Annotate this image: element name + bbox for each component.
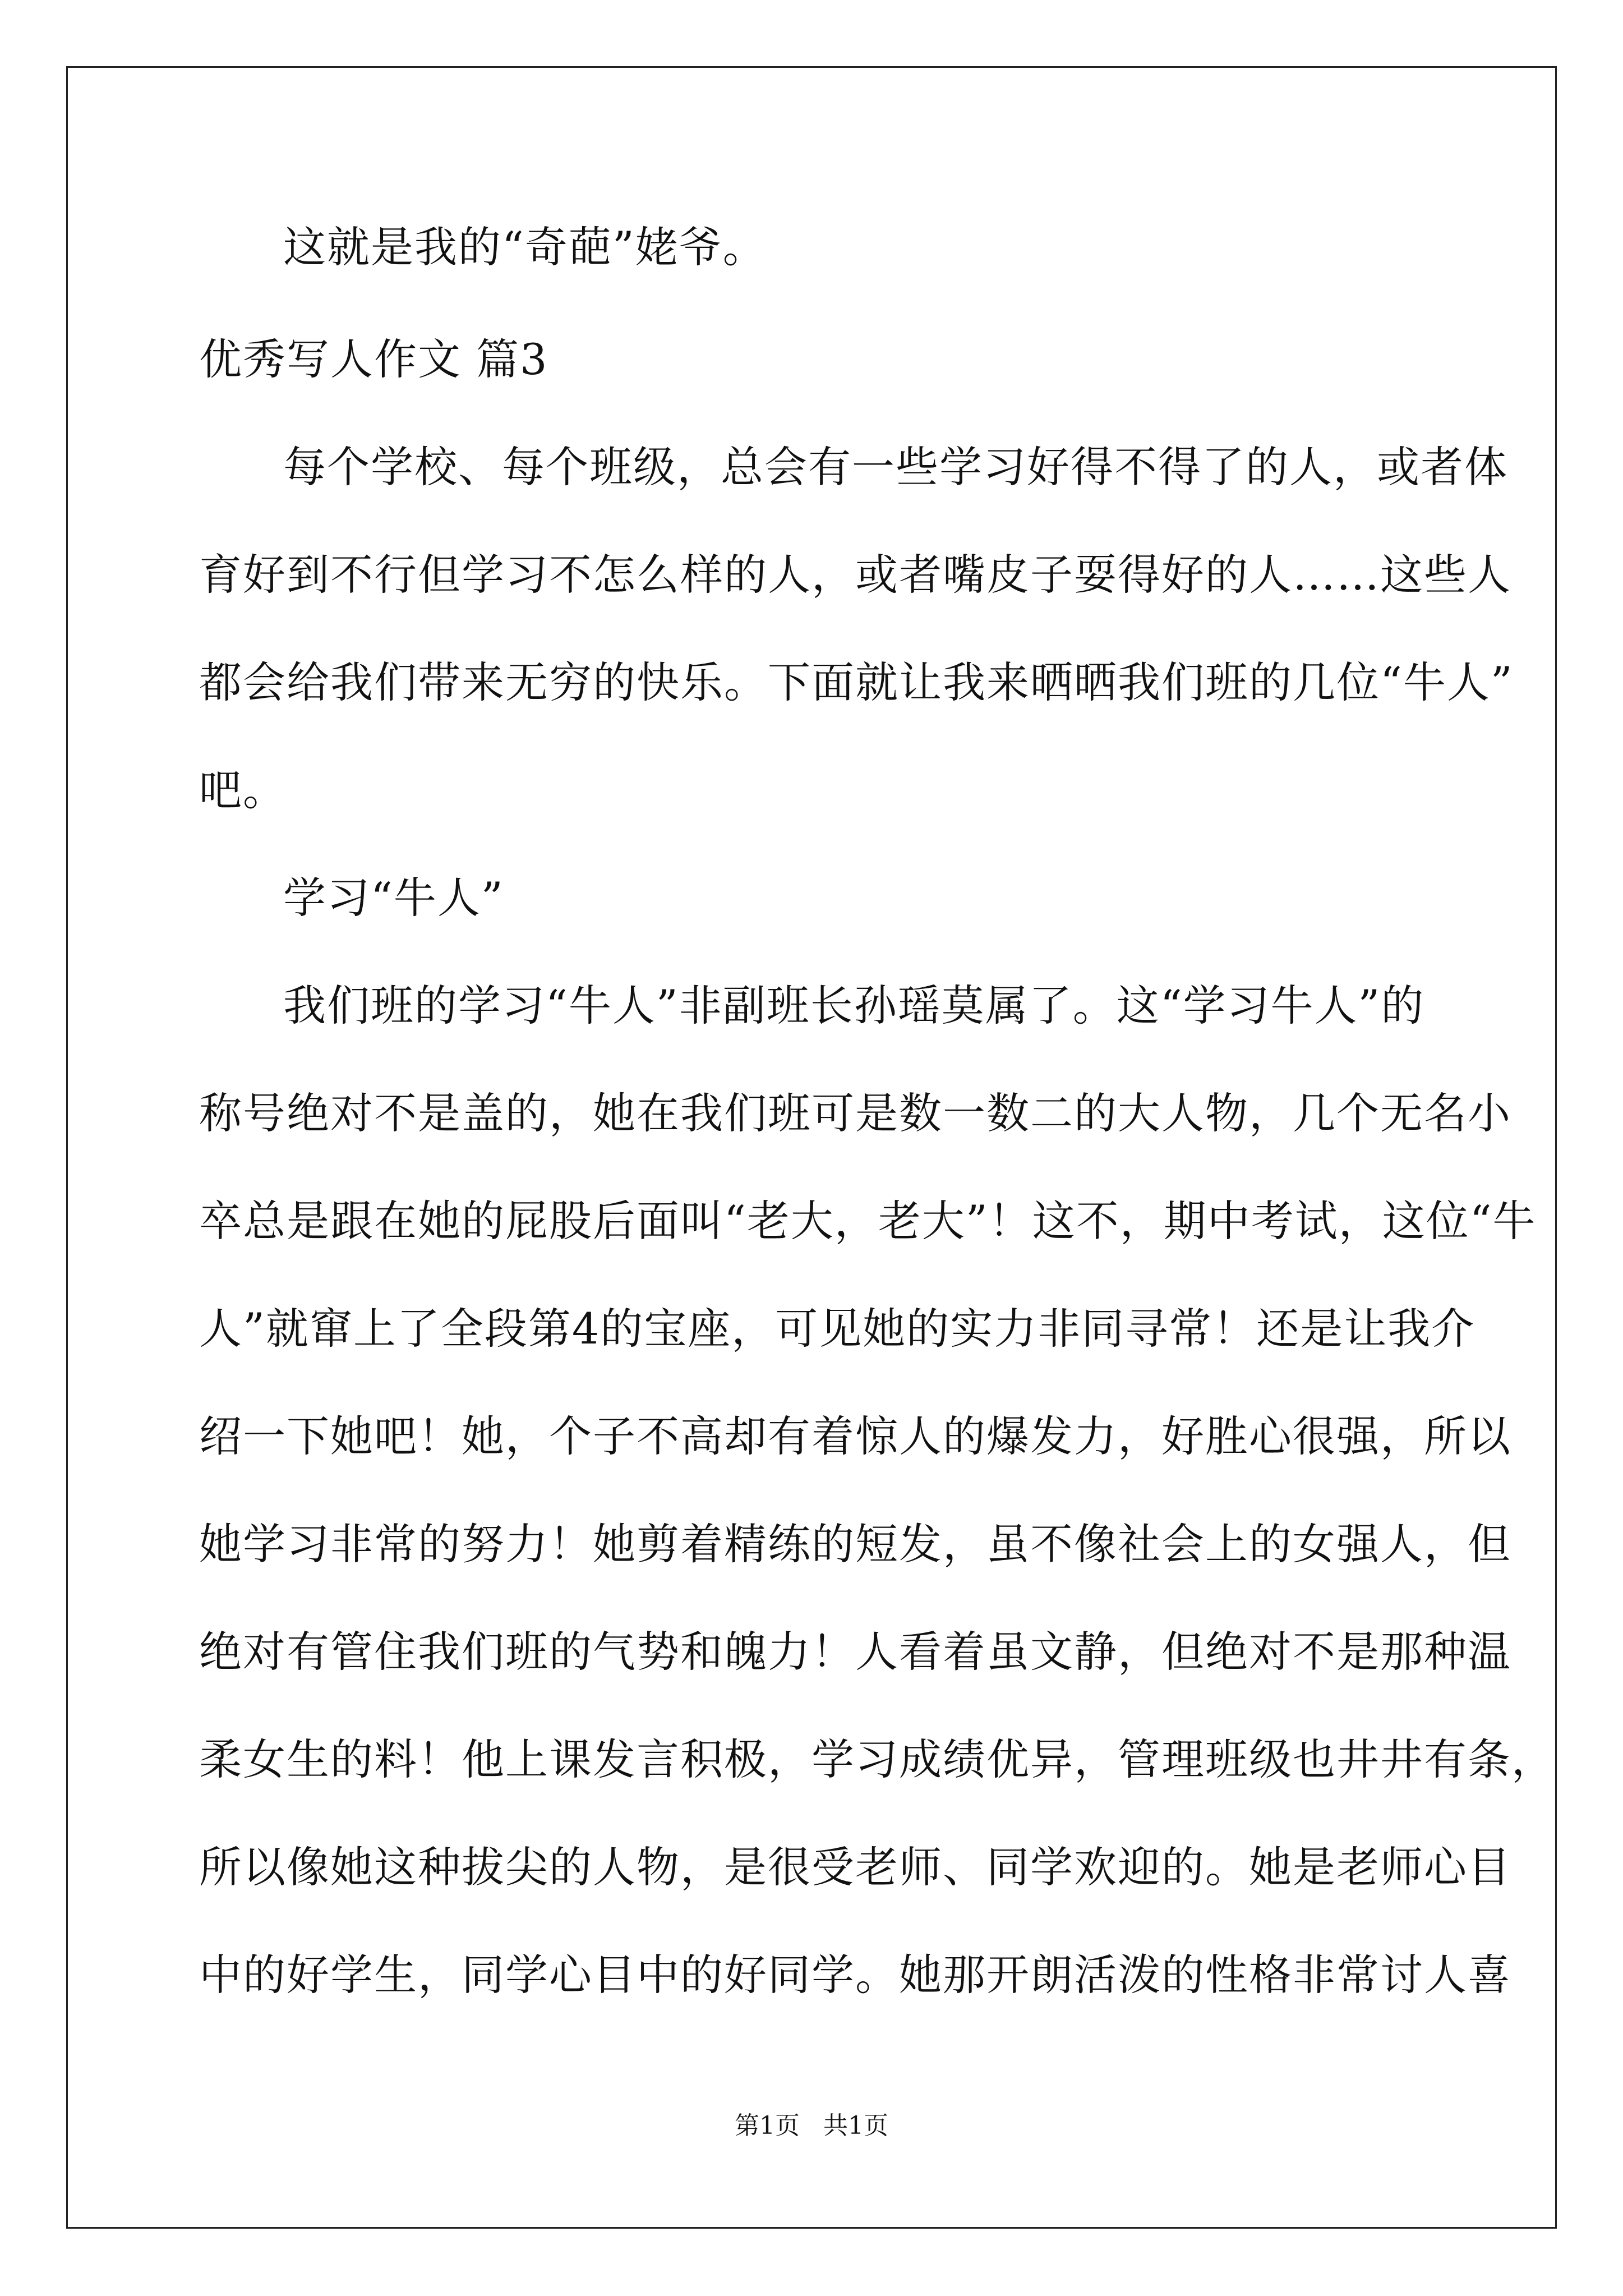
paragraph-line: 柔女生的料！他上课发言积极，学习成绩优异，管理班级也井井有条， bbox=[199, 1734, 1555, 1784]
subheading: 学习“牛人” bbox=[283, 873, 504, 923]
page-footer: 第1页 共1页 bbox=[735, 2111, 888, 2140]
paragraph-line: 每个学校、每个班级，总会有一些学习好得不得了的人，或者体 bbox=[283, 442, 1508, 492]
paragraph-line: 中的好学生，同学心目中的好同学。她那开朗活泼的性格非常讨人喜 bbox=[199, 1950, 1511, 2000]
paragraph-line: 都会给我们带来无穷的快乐。下面就让我来晒晒我们班的几位“牛人” bbox=[199, 657, 1514, 707]
paragraph-line: 育好到不行但学习不怎么样的人，或者嘴皮子耍得好的人……这些人 bbox=[199, 550, 1511, 600]
paragraph-line: 所以像她这种拔尖的人物，是很受老师、同学欢迎的。她是老师心目 bbox=[199, 1842, 1511, 1892]
paragraph-line: 我们班的学习“牛人”非副班长孙瑶莫属了。这“学习牛人”的 bbox=[283, 981, 1425, 1030]
paragraph-line: 绝对有管住我们班的气势和魄力！人看着虽文静，但绝对不是那种温 bbox=[199, 1627, 1511, 1677]
paragraph-line: 称号绝对不是盖的，她在我们班可是数一数二的大人物，几个无名小 bbox=[199, 1088, 1511, 1138]
paragraph-line: 人”就窜上了全段第4的宝座，可见她的实力非同寻常！还是让我介 bbox=[199, 1304, 1476, 1354]
page-border bbox=[66, 66, 1557, 2229]
section-heading: 优秀写人作文 篇3 bbox=[199, 334, 548, 384]
paragraph-line: 吧。 bbox=[199, 765, 287, 815]
paragraph-line: 卒总是跟在她的屁股后面叫“老大，老大”！这不，期中考试，这位“牛 bbox=[199, 1196, 1537, 1246]
paragraph-line: 绍一下她吧！她，个子不高却有着惊人的爆发力，好胜心很强，所以 bbox=[199, 1411, 1511, 1461]
paragraph-line: 她学习非常的努力！她剪着精练的短发，虽不像社会上的女强人，但 bbox=[199, 1519, 1511, 1569]
paragraph-line: 这就是我的“奇葩”姥爷。 bbox=[283, 222, 767, 272]
